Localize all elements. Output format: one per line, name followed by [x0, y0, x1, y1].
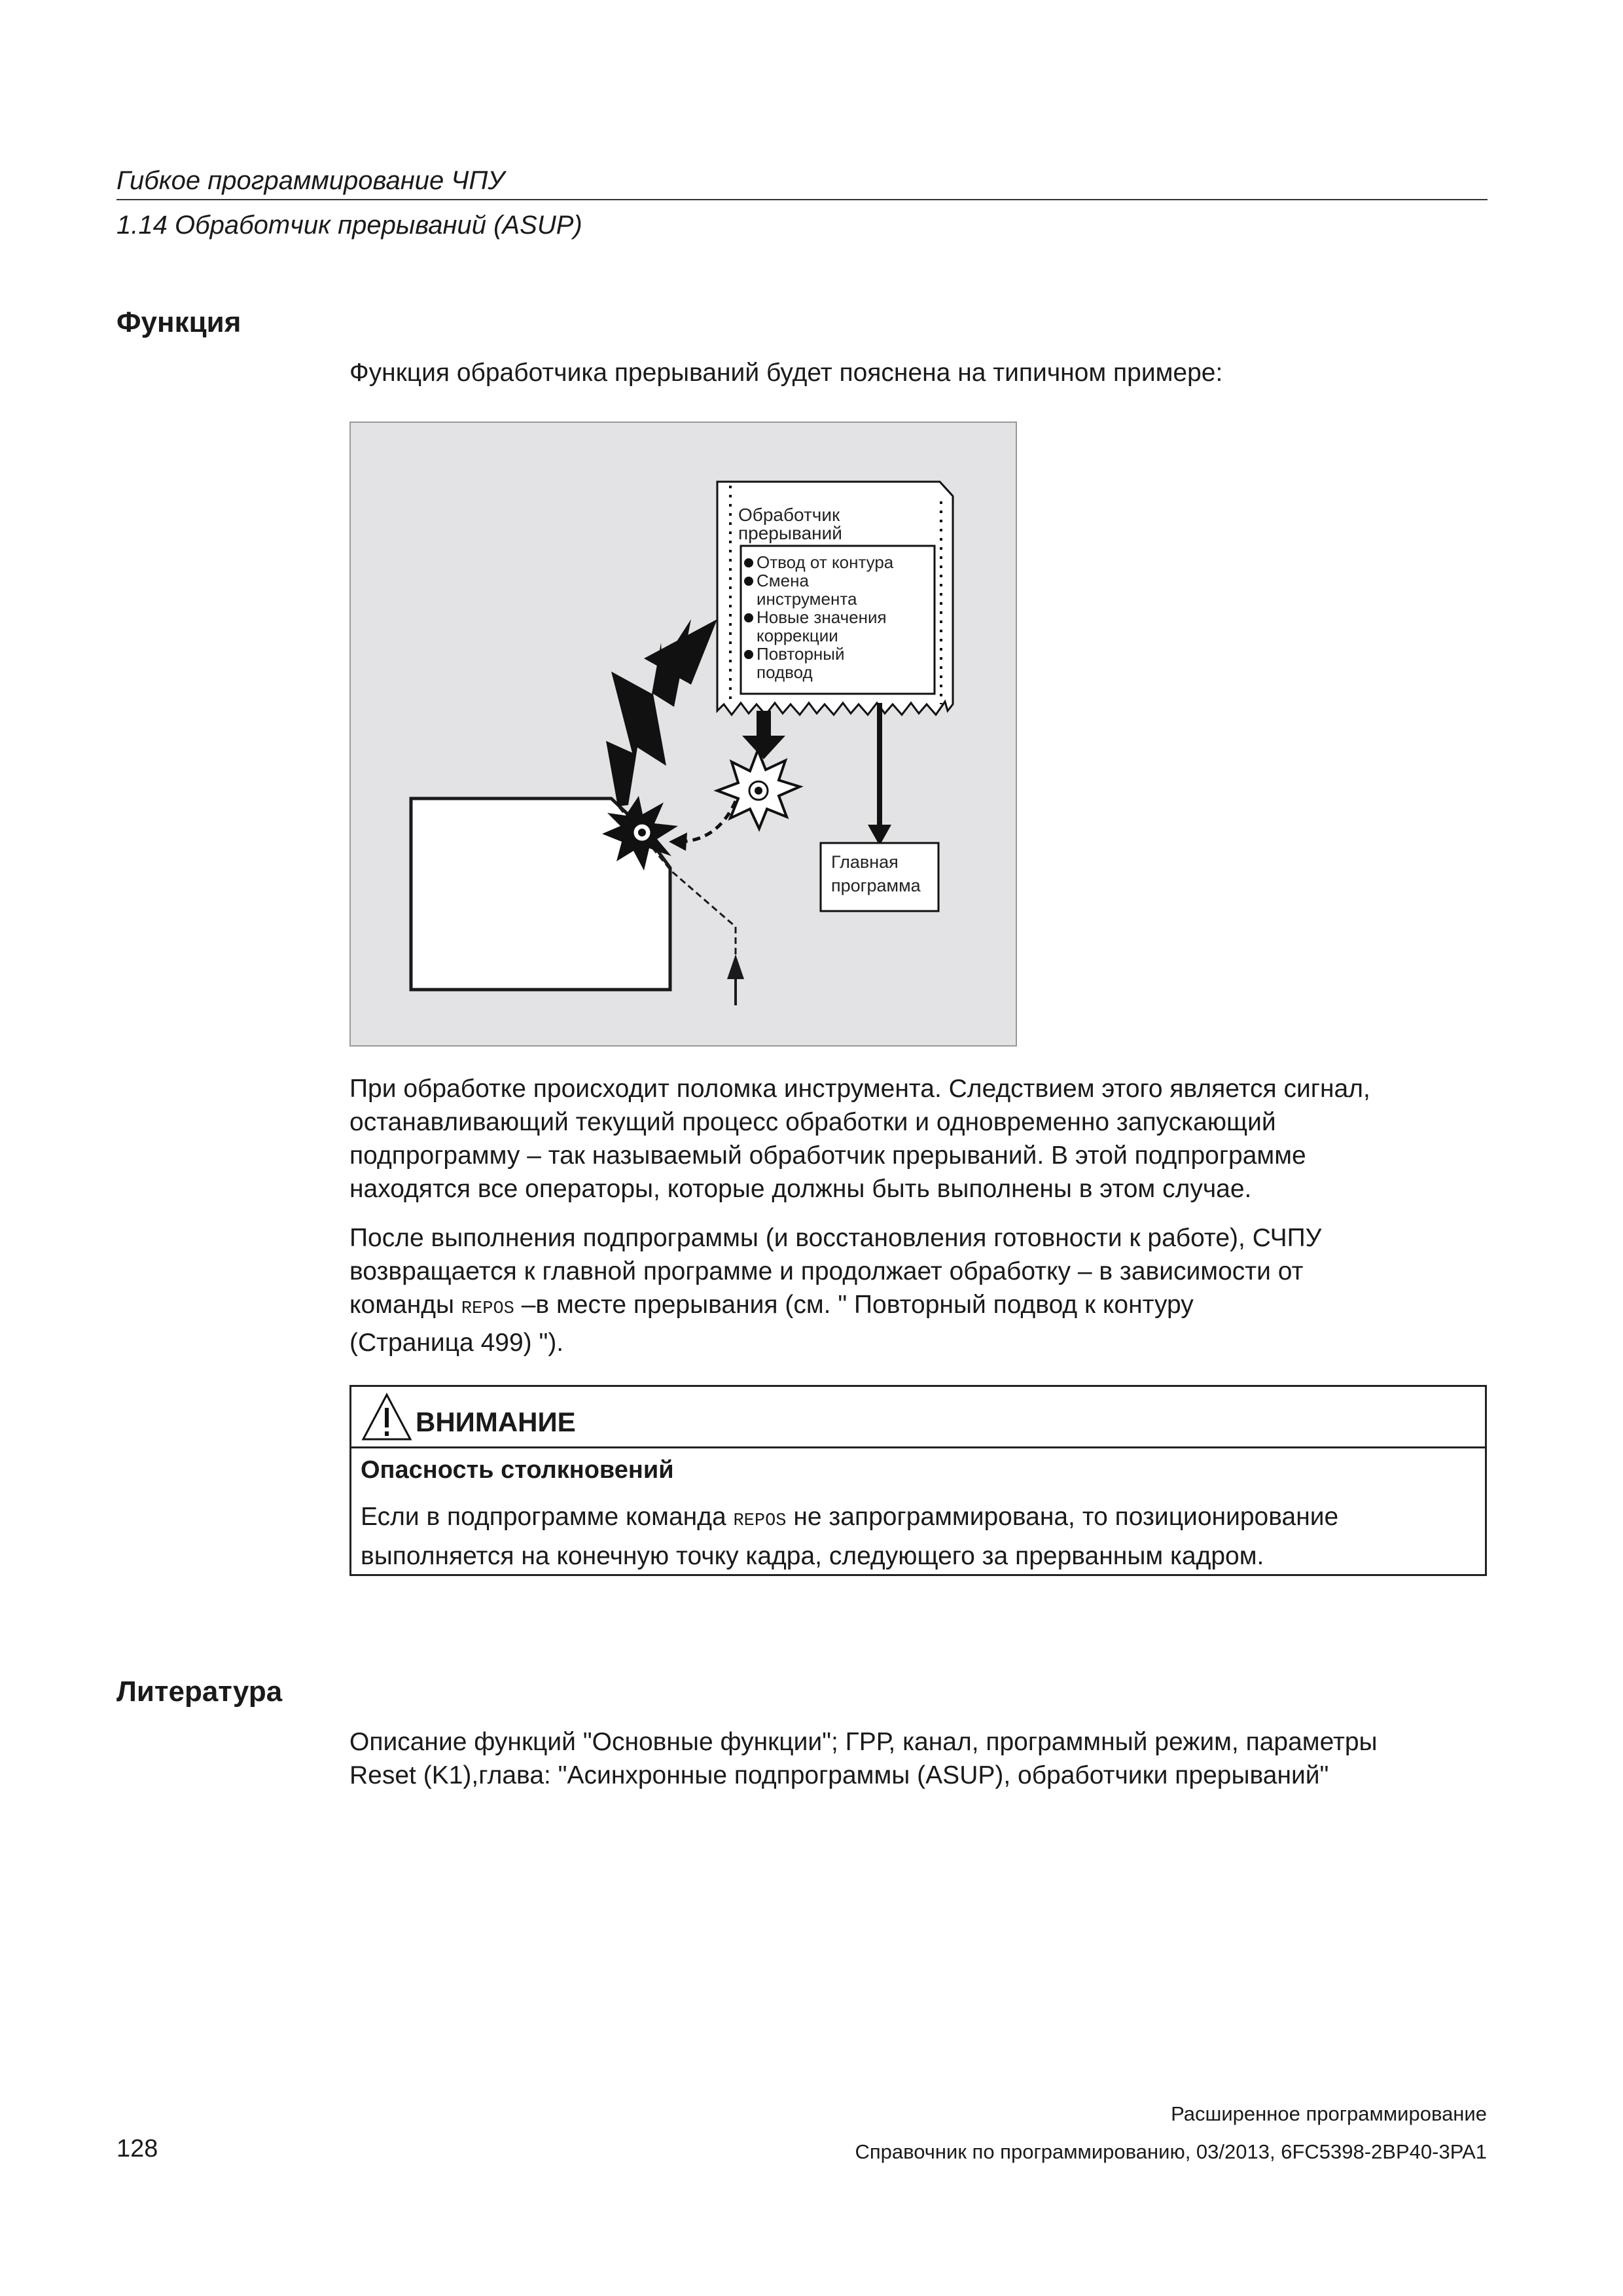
warning-text: [361, 1499, 1473, 1573]
warning-repos-code: REPOS: [733, 1511, 787, 1531]
warning-subtitle: Опасность столкновений: [361, 1456, 674, 1484]
page-number: 128: [116, 2135, 158, 2162]
handler-title-line2: прерываний: [738, 523, 842, 543]
new-tool-icon: [717, 750, 800, 829]
warning-header: [351, 1387, 1485, 1448]
warning-box: [349, 1385, 1487, 1576]
paragraph-tool-breakage: [349, 1072, 1488, 1206]
handler-title-line1: Обработчик: [738, 505, 840, 525]
repos-code: REPOS: [461, 1299, 514, 1319]
footer-doc-ref: Справочник по программированию, 03/2013, 6FC5398-2BP40-3PA1: [855, 2140, 1487, 2163]
paragraph2-line3-pre: команды: [349, 1291, 461, 1319]
paragraph1-line4: находятся все операторы, которые должны быть выполнены в этом случае.: [349, 1175, 1252, 1203]
handler-item-3-line2: коррекции: [757, 626, 838, 645]
literature-text: [349, 1725, 1488, 1792]
handler-to-main-arrow: [868, 703, 891, 846]
paragraph2-line1: После выполнения подпрограммы (и восстановления готовности к работе), СЧПУ: [349, 1224, 1322, 1252]
main-program-box: [821, 843, 938, 911]
interrupt-handler-document: [717, 482, 953, 715]
handler-item-4-line1: Повторный: [757, 644, 845, 664]
running-header-section: 1.14 Обработчик прерываний (ASUP): [116, 211, 582, 240]
paragraph2-line4: (Страница 499) ").: [349, 1329, 564, 1357]
paragraph1-line3: подпрограмму – так называемый обработчик прерываний. В этой подпрограмме: [349, 1141, 1306, 1170]
section-heading-literature: Литература: [116, 1676, 283, 1708]
section-heading-function: Функция: [116, 306, 241, 338]
tool-change-arrow: [669, 801, 736, 851]
handler-item-3-line1: Новые значения: [757, 607, 887, 627]
paragraph2-line3: [349, 1288, 1488, 1326]
handler-item-2-line2: инструмента: [757, 589, 857, 609]
paragraph1-line2: останавливающий текущий процесс обработки и одновременно запускающий: [349, 1108, 1276, 1136]
paragraph-return: [349, 1221, 1488, 1359]
literature-line1: Описание функций "Основные функции"; ГРР, канал, программный режим, параметры: [349, 1728, 1378, 1756]
handler-item-2-line1: Смена: [757, 571, 809, 590]
warning-line1-pre: Если в подпрограмме команда: [361, 1503, 734, 1531]
literature-line2: Reset (K1),глава: "Асинхронные подпрограммы (ASUP), обработчики прерываний": [349, 1761, 1329, 1789]
main-program-label-line2: программа: [831, 876, 921, 895]
warning-triangle-icon: [361, 1392, 413, 1442]
paragraph2-line2: возвращается к главной программе и продолжает обработку – в зависимости от: [349, 1257, 1304, 1285]
warning-line1-post: не запрограммирована, то позиционирование: [786, 1503, 1339, 1531]
function-intro: Функция обработчика прерываний будет пояснена на типичном примере:: [349, 359, 1223, 387]
handler-item-4-line2: подвод: [757, 662, 813, 682]
footer-doc-title: Расширенное программирование: [1171, 2102, 1487, 2125]
running-header-title: Гибкое программирование ЧПУ: [116, 166, 505, 195]
handler-to-tool-arrow: [742, 711, 785, 759]
interrupt-handler-figure: [349, 422, 1017, 1047]
header-divider: [116, 199, 1488, 200]
paragraph2-line3-post: –в месте прерывания (см. " Повторный подвод к контуру: [514, 1291, 1194, 1319]
paragraph1-line1: При обработке происходит поломка инструмента. Следствием этого является сигнал,: [349, 1075, 1370, 1103]
handler-item-1: Отвод от контура: [757, 552, 894, 572]
warning-line1: [361, 1499, 1473, 1539]
warning-title: ВНИМАНИЕ: [416, 1407, 576, 1437]
main-program-label-line1: Главная: [831, 852, 899, 872]
warning-line2: выполняется на конечную точку кадра, следующего за прерванным кадром.: [361, 1542, 1264, 1570]
lightning-bolt-icon: [606, 619, 717, 806]
